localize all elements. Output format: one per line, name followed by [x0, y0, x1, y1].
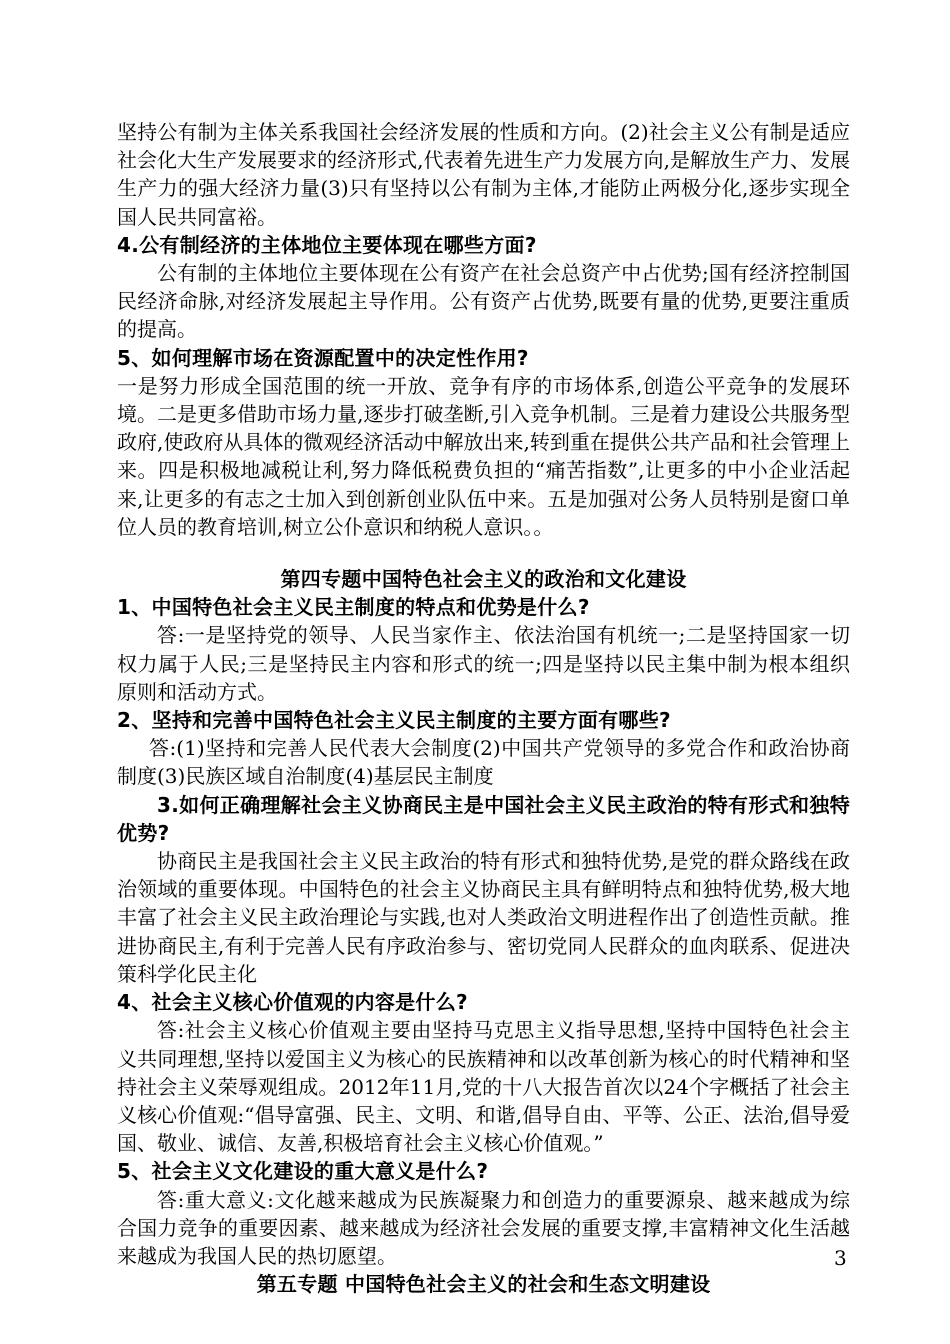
section-5-title: 第五专题 中国特色社会主义的社会和生态文明建设	[256, 1272, 711, 1297]
s4-answer-1-paragraph: 答:一是坚持党的领导、人民当家作主、依法治国有机统一;二是坚持国家一切权力属于人民;三是坚持民主内容和形式的统一;四是坚持以民主集中制为根本组织原则和活动方式。	[117, 623, 850, 704]
s4-answer-4-paragraph: 答:社会主义核心价值观主要由坚持马克思主义指导思想,坚持中国特色社会主义共同理想,坚持以爱国主义为核心的民族精神和以改革创新为核心的时代精神和坚持社会主义荣辱观组成。2012年11月,党的十八大报告首次以24个字概括了社会主义核心价值观:“倡导富强、民主、文明、和谐,倡导自由、平等、公正、法治,倡导爱国、敬业、诚信、友善,积极培育社会主义核心价值观。”	[117, 1018, 850, 1156]
s4-question-4-heading: 4、社会主义核心价值观的内容是什么?	[117, 990, 468, 1015]
question-4-heading: 4.公有制经济的主体地位主要体现在哪些方面?	[117, 232, 537, 257]
document-body	[117, 118, 850, 1298]
question-5-heading: 5、如何理解市场在资源配置中的决定性作用?	[117, 345, 529, 370]
s4-answer-2-paragraph: 答:(1)坚持和完善人民代表大会制度(2)中国共产党领导的多党合作和政治协商制度(3)民族区域自治制度(4)基层民主制度	[117, 736, 850, 789]
s4-question-3-heading: 3.如何正确理解社会主义协商民主是中国社会主义民主政治的特有形式和独特优势?	[117, 792, 850, 845]
section-gap	[117, 541, 850, 565]
s4-question-2-heading: 2、坚持和完善中国特色社会主义民主制度的主要方面有哪些?	[117, 708, 671, 733]
page-number: 3	[834, 1246, 847, 1270]
s4-question-5-heading: 5、社会主义文化建设的重大意义是什么?	[117, 1159, 489, 1184]
paragraph-public-ownership: 坚持公有制为主体关系我国社会经济发展的性质和方向。(2)社会主义公有制是适应社会化大生产发展要求的经济形式,代表着先进生产力发展方向,是解放生产力、发展生产力的强大经济力量(3)只有坚持以公有制为主体,才能防止两极分化,逐步实现全国人民共同富裕。	[117, 120, 850, 229]
s4-answer-5-paragraph: 答:重大意义:文化越来越成为民族凝聚力和创造力的重要源泉、越来越成为综合国力竞争的重要因素、越来越成为经济社会发展的重要支撑,丰富精神文化生活越来越成为我国人民的热切愿望。	[117, 1187, 850, 1268]
section-4-title: 第四专题中国特色社会主义的政治和文化建设	[280, 567, 687, 592]
s4-question-1-heading: 1、中国特色社会主义民主制度的特点和优势是什么?	[117, 595, 590, 620]
s4-answer-3-paragraph: 协商民主是我国社会主义民主政治的特有形式和独特优势,是党的群众路线在政治领域的重要体现。中国特色的社会主义协商民主具有鲜明特点和独特优势,极大地丰富了社会主义民主政治理论与实践,也对人类政治文明进程作出了创造性贡献。推进协商民主,有利于完善人民有序政治参与、密切党同人民群众的血肉联系、促进决策科学化民主化	[117, 849, 850, 986]
answer-5-paragraph: 一是努力形成全国范围的统一开放、竞争有序的市场体系,创造公平竞争的发展环境。二是更多借助市场力量,逐步打破垄断,引入竞争机制。三是着力建设公共服务型政府,使政府从具体的微观经济活动中解放出来,转到重在提供公共产品和社会管理上来。四是积极地减税让利,努力降低税费负担的“痛苦指数”,让更多的中小企业活起来,让更多的有志之士加入到创新创业队伍中来。五是加强对公务人员特别是窗口单位人员的教育培训,树立公仆意识和纳税人意识。。	[117, 373, 850, 539]
answer-4-paragraph: 公有制的主体地位主要体现在公有资产在社会总资产中占优势;国有经济控制国民经济命脉,对经济发展起主导作用。公有资产占优势,既要有量的优势,更要注重质的提高。	[117, 261, 850, 342]
